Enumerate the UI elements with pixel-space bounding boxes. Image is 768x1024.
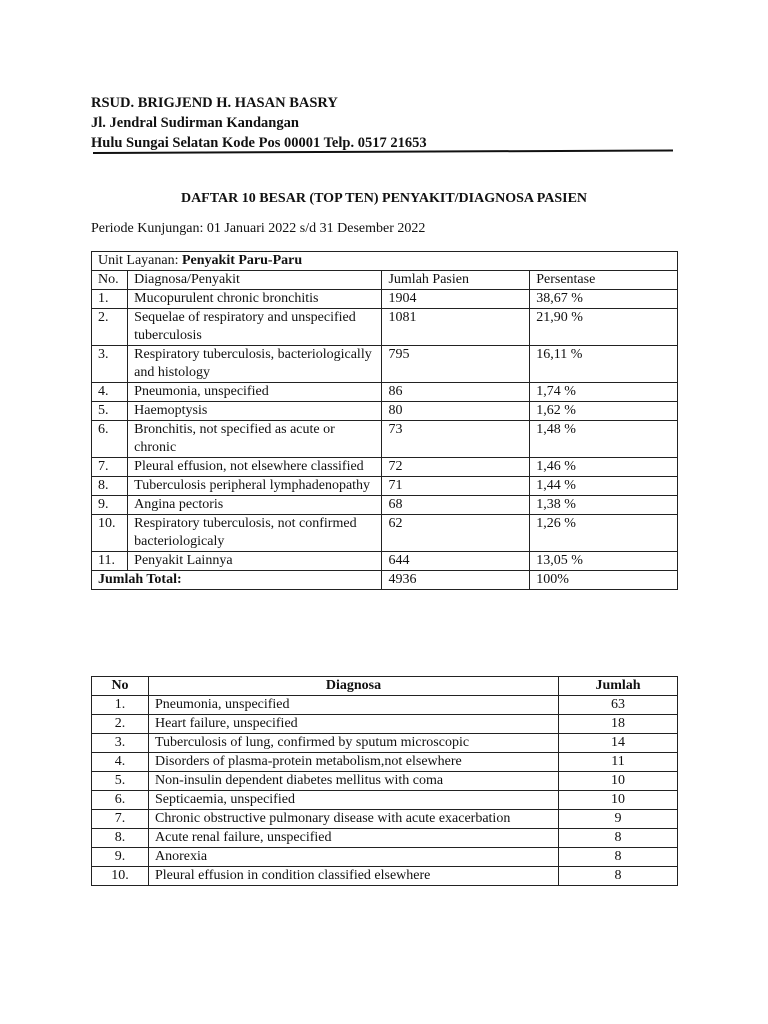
table-row <box>92 346 678 383</box>
total-percentage: 100% <box>530 571 678 590</box>
row-percentage: 1,44 % <box>530 477 678 496</box>
table-row <box>92 552 678 571</box>
header-count: Jumlah <box>559 677 678 696</box>
table-row <box>92 772 678 791</box>
row-diagnosis: Heart failure, unspecified <box>149 715 559 734</box>
row-number: 10. <box>92 515 128 552</box>
row-number: 9. <box>92 496 128 515</box>
hospital-header <box>91 93 427 153</box>
row-number: 5. <box>92 772 149 791</box>
row-diagnosis: Pneumonia, unspecified <box>149 696 559 715</box>
table-row <box>92 829 678 848</box>
table-row <box>92 421 678 458</box>
top-ten-table <box>91 251 678 590</box>
row-diagnosis: Anorexia <box>149 848 559 867</box>
row-number: 3. <box>92 346 128 383</box>
row-number: 11. <box>92 552 128 571</box>
row-number: 7. <box>92 458 128 477</box>
diagnosis-table <box>91 676 678 886</box>
hospital-name: RSUD. BRIGJEND H. HASAN BASRY <box>91 95 338 111</box>
row-number: 1. <box>92 290 128 309</box>
row-diagnosis: Pleural effusion in condition classified elsewhere <box>149 867 559 886</box>
total-row <box>92 571 678 590</box>
row-number: 6. <box>92 421 128 458</box>
row-diagnosis: Sequelae of respiratory and unspecified tuberculosis <box>128 309 382 346</box>
row-percentage: 13,05 % <box>530 552 678 571</box>
row-number: 8. <box>92 477 128 496</box>
row-diagnosis: Respiratory tuberculosis, not confirmed bacteriologicaly <box>128 515 382 552</box>
row-diagnosis: Respiratory tuberculosis, bacteriologically and histology <box>128 346 382 383</box>
row-number: 4. <box>92 383 128 402</box>
row-diagnosis: Pneumonia, unspecified <box>128 383 382 402</box>
row-count: 63 <box>559 696 678 715</box>
header-no: No. <box>92 271 128 290</box>
table-row <box>92 477 678 496</box>
header-count: Jumlah Pasien <box>382 271 530 290</box>
table-header-row <box>92 271 678 290</box>
row-diagnosis: Septicaemia, unspecified <box>149 791 559 810</box>
row-percentage: 1,46 % <box>530 458 678 477</box>
row-diagnosis: Tuberculosis of lung, confirmed by sputum microscopic <box>149 734 559 753</box>
table-header-row <box>92 677 678 696</box>
row-count: 10 <box>559 791 678 810</box>
row-count: 9 <box>559 810 678 829</box>
row-count: 68 <box>382 496 530 515</box>
row-percentage: 38,67 % <box>530 290 678 309</box>
row-count: 8 <box>559 867 678 886</box>
row-count: 80 <box>382 402 530 421</box>
header-diagnosis: Diagnosa/Penyakit <box>128 271 382 290</box>
table-row <box>92 867 678 886</box>
row-number: 3. <box>92 734 149 753</box>
table-row <box>92 810 678 829</box>
row-number: 2. <box>92 715 149 734</box>
row-count: 795 <box>382 346 530 383</box>
row-number: 6. <box>92 791 149 810</box>
row-percentage: 1,26 % <box>530 515 678 552</box>
row-percentage: 16,11 % <box>530 346 678 383</box>
row-count: 1904 <box>382 290 530 309</box>
row-count: 1081 <box>382 309 530 346</box>
row-diagnosis: Tuberculosis peripheral lymphadenopathy <box>128 477 382 496</box>
row-diagnosis: Mucopurulent chronic bronchitis <box>128 290 382 309</box>
table-row <box>92 402 678 421</box>
row-number: 2. <box>92 309 128 346</box>
table-row <box>92 496 678 515</box>
row-percentage: 1,62 % <box>530 402 678 421</box>
row-diagnosis: Non-insulin dependent diabetes mellitus with coma <box>149 772 559 791</box>
row-count: 86 <box>382 383 530 402</box>
row-diagnosis: Acute renal failure, unspecified <box>149 829 559 848</box>
header-diagnosis: Diagnosa <box>149 677 559 696</box>
unit-label: Unit Layanan: <box>98 253 182 268</box>
row-diagnosis: Penyakit Lainnya <box>128 552 382 571</box>
total-label: Jumlah Total: <box>92 571 382 590</box>
table-row <box>92 290 678 309</box>
table-row <box>92 791 678 810</box>
row-diagnosis: Disorders of plasma-protein metabolism,not elsewhere <box>149 753 559 772</box>
row-number: 4. <box>92 753 149 772</box>
row-count: 8 <box>559 848 678 867</box>
row-diagnosis: Haemoptysis <box>128 402 382 421</box>
row-count: 10 <box>559 772 678 791</box>
row-number: 1. <box>92 696 149 715</box>
row-count: 14 <box>559 734 678 753</box>
row-count: 11 <box>559 753 678 772</box>
row-count: 73 <box>382 421 530 458</box>
row-number: 8. <box>92 829 149 848</box>
table-row <box>92 715 678 734</box>
header-no: No <box>92 677 149 696</box>
row-diagnosis: Chronic obstructive pulmonary disease with acute exacerbation <box>149 810 559 829</box>
table-row <box>92 458 678 477</box>
hospital-contact: Hulu Sungai Selatan Kode Pos 00001 Telp. 0517 21653 <box>91 135 427 151</box>
row-percentage: 21,90 % <box>530 309 678 346</box>
row-diagnosis: Angina pectoris <box>128 496 382 515</box>
row-percentage: 1,48 % <box>530 421 678 458</box>
row-count: 71 <box>382 477 530 496</box>
table-row <box>92 848 678 867</box>
row-number: 10. <box>92 867 149 886</box>
visit-period: Periode Kunjungan: 01 Januari 2022 s/d 31 Desember 2022 <box>91 221 426 236</box>
row-count: 72 <box>382 458 530 477</box>
hospital-address: Jl. Jendral Sudirman Kandangan <box>91 115 299 131</box>
row-number: 7. <box>92 810 149 829</box>
row-count: 62 <box>382 515 530 552</box>
unit-cell <box>92 252 678 271</box>
table-row <box>92 515 678 552</box>
row-percentage: 1,74 % <box>530 383 678 402</box>
row-diagnosis: Pleural effusion, not elsewhere classified <box>128 458 382 477</box>
row-count: 18 <box>559 715 678 734</box>
table-row <box>92 383 678 402</box>
row-count: 8 <box>559 829 678 848</box>
total-count: 4936 <box>382 571 530 590</box>
row-number: 9. <box>92 848 149 867</box>
row-count: 644 <box>382 552 530 571</box>
document-title: DAFTAR 10 BESAR (TOP TEN) PENYAKIT/DIAGNOSA PASIEN <box>180 191 588 206</box>
row-number: 5. <box>92 402 128 421</box>
unit-value: Penyakit Paru-Paru <box>181 253 303 268</box>
table-row <box>92 734 678 753</box>
header-percentage: Persentase <box>530 271 678 290</box>
unit-row <box>92 252 678 271</box>
row-percentage: 1,38 % <box>530 496 678 515</box>
row-diagnosis: Bronchitis, not specified as acute or chronic <box>128 421 382 458</box>
table-row <box>92 753 678 772</box>
table-row <box>92 696 678 715</box>
table-row <box>92 309 678 346</box>
